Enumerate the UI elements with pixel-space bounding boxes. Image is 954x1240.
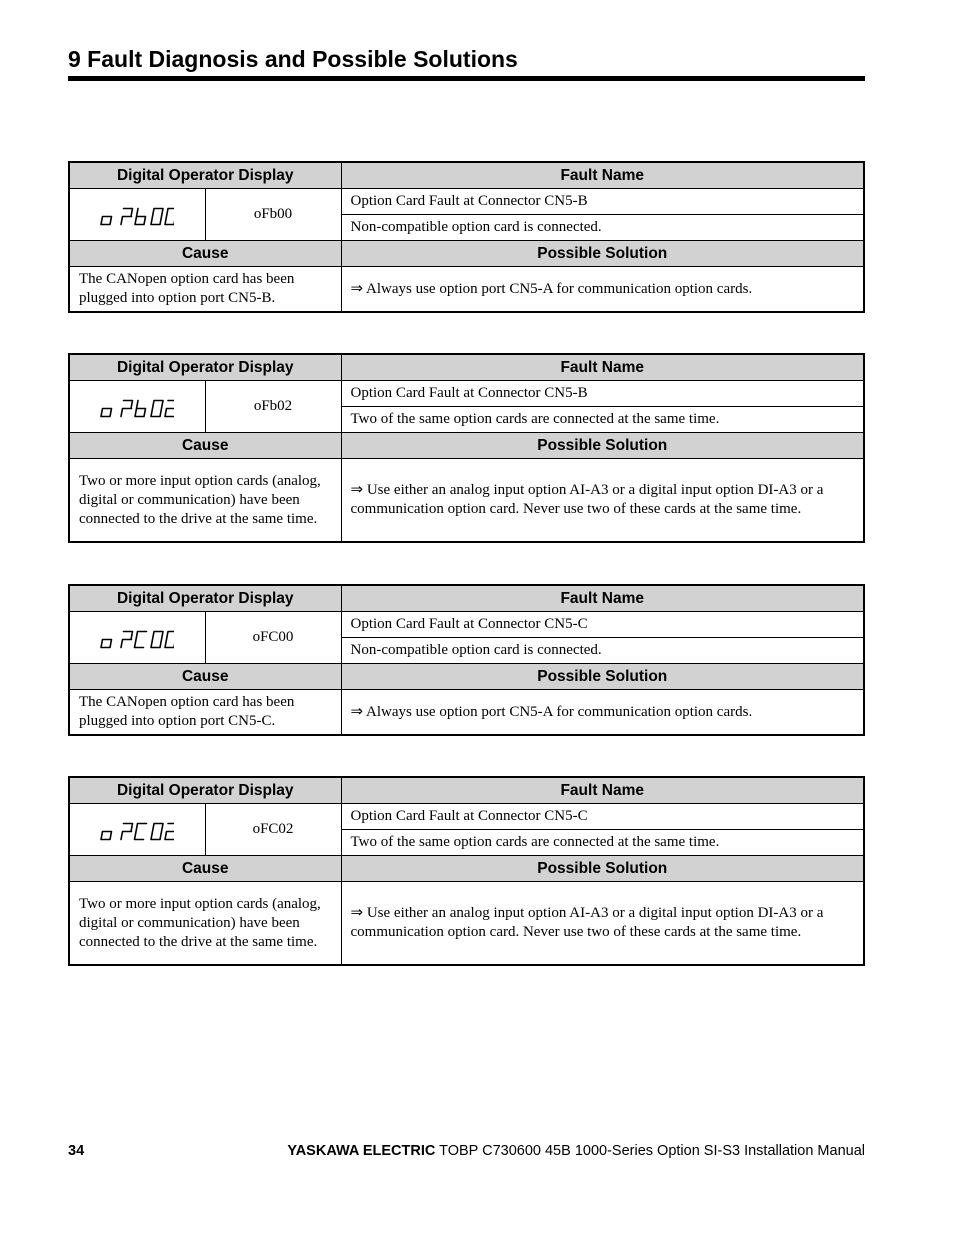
seven-segment-display-icon (100, 819, 174, 841)
footer-manual-name: TOBP C730600 45B 1000-Series Option SI-S3 Installation Manual (435, 1143, 865, 1159)
footer-manual-title (287, 1141, 865, 1161)
cause-header: Cause (69, 664, 341, 690)
segment-display (69, 381, 205, 433)
cause-header: Cause (69, 856, 341, 882)
solution-text: ⇒ Use either an analog input option AI-A3 or a digital input option DI-A3 or a communication option card. Never use two of these cards at the same time. (341, 882, 864, 966)
cause-header: Cause (69, 433, 341, 459)
fault-name: Option Card Fault at Connector CN5-C (341, 612, 864, 638)
fault-name: Option Card Fault at Connector CN5-B (341, 189, 864, 215)
footer-brand: YASKAWA ELECTRIC (287, 1143, 436, 1159)
page-number: 34 (68, 1143, 85, 1159)
segment-display (69, 612, 205, 664)
fault-table-ofc00 (68, 584, 865, 736)
cause-text: Two or more input option cards (analog, digital or communication) have been connected to the drive at the same time. (69, 459, 341, 543)
cause-text: The CANopen option card has been plugged into option port CN5-B. (69, 267, 341, 313)
cause-text: Two or more input option cards (analog, digital or communication) have been connected to the drive at the same time. (69, 882, 341, 966)
segment-display (69, 804, 205, 856)
solution-text: ⇒ Always use option port CN5-A for communication option cards. (341, 690, 864, 736)
fault-name-header: Fault Name (341, 162, 864, 189)
segment-display (69, 189, 205, 241)
solution-text: ⇒ Use either an analog input option AI-A3 or a digital input option DI-A3 or a communication option card. Never use two of these cards at the same time. (341, 459, 864, 543)
fault-code: oFb00 (205, 189, 341, 241)
solution-header: Possible Solution (341, 433, 864, 459)
fault-table-ofb02 (68, 353, 865, 543)
solution-header: Possible Solution (341, 241, 864, 267)
fault-code: oFC00 (205, 612, 341, 664)
cause-header: Cause (69, 241, 341, 267)
page-title: 9 Fault Diagnosis and Possible Solutions (68, 46, 518, 72)
seven-segment-display-icon (100, 204, 174, 226)
title-rule (68, 76, 865, 81)
fault-description: Two of the same option cards are connected at the same time. (341, 407, 864, 433)
fault-code: oFC02 (205, 804, 341, 856)
fault-name-header: Fault Name (341, 354, 864, 381)
fault-table-ofc02 (68, 776, 865, 966)
seven-segment-display-icon (100, 396, 174, 418)
display-header: Digital Operator Display (69, 777, 341, 804)
fault-name-header: Fault Name (341, 777, 864, 804)
solution-text: ⇒ Always use option port CN5-A for communication option cards. (341, 267, 864, 313)
solution-header: Possible Solution (341, 664, 864, 690)
fault-description: Non-compatible option card is connected. (341, 215, 864, 241)
display-header: Digital Operator Display (69, 354, 341, 381)
fault-code: oFb02 (205, 381, 341, 433)
display-header: Digital Operator Display (69, 585, 341, 612)
fault-description: Non-compatible option card is connected. (341, 638, 864, 664)
fault-name: Option Card Fault at Connector CN5-C (341, 804, 864, 830)
fault-table-ofb00 (68, 161, 865, 313)
fault-name: Option Card Fault at Connector CN5-B (341, 381, 864, 407)
fault-name-header: Fault Name (341, 585, 864, 612)
seven-segment-display-icon (100, 627, 174, 649)
solution-header: Possible Solution (341, 856, 864, 882)
cause-text: The CANopen option card has been plugged into option port CN5-C. (69, 690, 341, 736)
fault-description: Two of the same option cards are connected at the same time. (341, 830, 864, 856)
display-header: Digital Operator Display (69, 162, 341, 189)
